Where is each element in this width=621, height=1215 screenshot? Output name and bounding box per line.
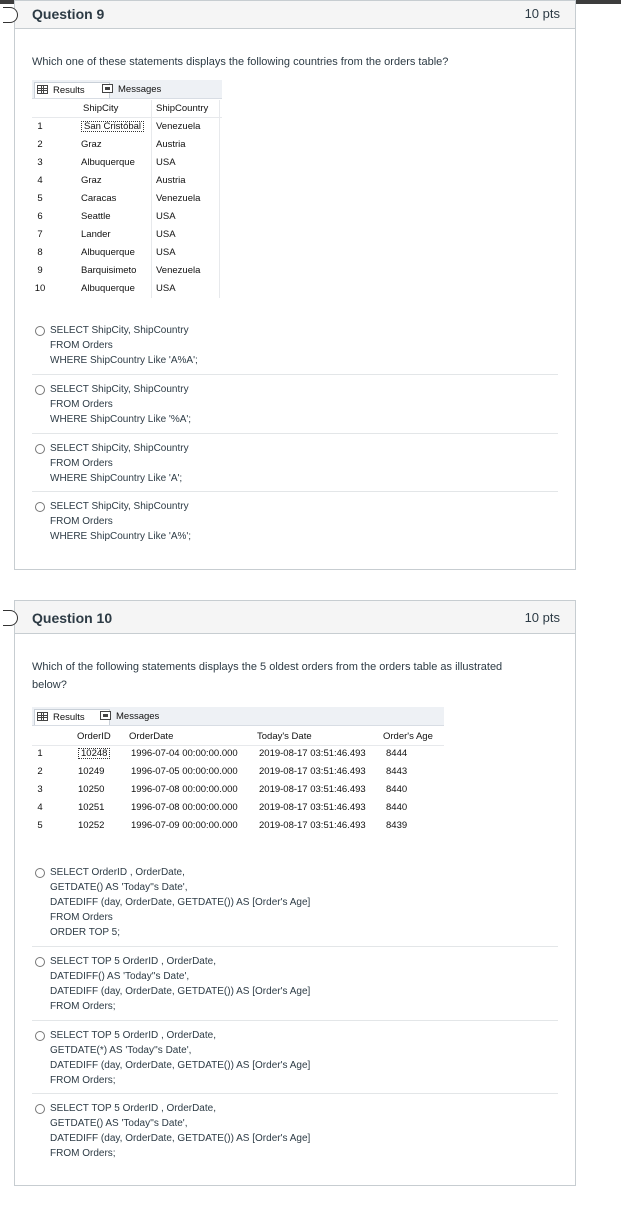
row-number: 1 bbox=[37, 121, 43, 132]
row-number: 10 bbox=[34, 283, 46, 294]
option-divider bbox=[32, 1020, 558, 1021]
table-cell[interactable]: 8444 bbox=[386, 748, 408, 759]
header-divider bbox=[32, 745, 444, 746]
column-header[interactable]: Order's Age bbox=[383, 731, 433, 742]
table-cell[interactable]: 1996-07-08 00:00:00.000 bbox=[131, 784, 238, 795]
table-cell[interactable]: 2019-08-17 03:51:46.493 bbox=[259, 784, 366, 795]
radio-button[interactable] bbox=[35, 868, 45, 878]
table-cell[interactable]: 8443 bbox=[386, 766, 408, 777]
table-cell[interactable]: Venezuela bbox=[156, 121, 201, 132]
results-grid bbox=[32, 80, 222, 300]
table-cell[interactable]: Austria bbox=[156, 139, 186, 150]
radio-button[interactable] bbox=[35, 957, 45, 967]
table-cell[interactable]: USA bbox=[156, 211, 176, 222]
question-title: Question 10 bbox=[32, 610, 113, 626]
row-number: 7 bbox=[37, 229, 43, 240]
question-10-header bbox=[15, 601, 575, 634]
table-cell[interactable]: 8440 bbox=[386, 784, 408, 795]
tab-messages-label: Messages bbox=[118, 84, 162, 95]
table-cell[interactable]: Barquisimeto bbox=[81, 265, 137, 276]
column-header[interactable]: Today's Date bbox=[257, 731, 312, 742]
row-number: 2 bbox=[37, 766, 43, 777]
grid-icon bbox=[37, 85, 48, 94]
option-divider bbox=[32, 491, 558, 492]
tab-messages[interactable] bbox=[100, 82, 198, 97]
tab-results-label: Results bbox=[53, 712, 85, 723]
question-points: 10 pts bbox=[524, 6, 560, 21]
table-cell[interactable]: 1996-07-05 00:00:00.000 bbox=[131, 766, 238, 777]
table-cell[interactable]: Venezuela bbox=[156, 265, 201, 276]
answer-option-text: SELECT ShipCity, ShipCountry FROM Orders WHERE ShipCountry Like 'A%A'; bbox=[50, 325, 198, 366]
radio-button[interactable] bbox=[35, 326, 45, 336]
table-cell[interactable]: USA bbox=[156, 157, 176, 168]
table-cell[interactable]: 2019-08-17 03:51:46.493 bbox=[259, 802, 366, 813]
row-number: 3 bbox=[37, 784, 43, 795]
table-cell[interactable]: Albuquerque bbox=[81, 157, 135, 168]
radio-button[interactable] bbox=[35, 444, 45, 454]
row-number: 1 bbox=[37, 748, 43, 759]
option-divider bbox=[32, 946, 558, 947]
column-divider bbox=[151, 100, 152, 298]
table-cell[interactable]: 1996-07-04 00:00:00.000 bbox=[131, 748, 238, 759]
table-cell[interactable]: USA bbox=[156, 229, 176, 240]
question-title: Question 9 bbox=[32, 6, 105, 22]
answer-option-text: SELECT ShipCity, ShipCountry FROM Orders WHERE ShipCountry Like '%A'; bbox=[50, 384, 192, 425]
row-number: 2 bbox=[37, 139, 43, 150]
answer-option-text: SELECT ShipCity, ShipCountry FROM Orders WHERE ShipCountry Like 'A%'; bbox=[50, 501, 192, 542]
table-cell[interactable]: USA bbox=[156, 247, 176, 258]
row-number: 4 bbox=[37, 802, 43, 813]
results-tabs bbox=[32, 707, 444, 726]
table-cell[interactable]: Seattle bbox=[81, 211, 111, 222]
tab-results-label: Results bbox=[53, 85, 85, 96]
table-cell[interactable]: Albuquerque bbox=[81, 283, 135, 294]
table-cell[interactable]: Austria bbox=[156, 175, 186, 186]
question-points: 10 pts bbox=[524, 610, 560, 625]
table-cell[interactable]: San Cristóbal bbox=[81, 121, 144, 132]
tab-messages[interactable] bbox=[98, 709, 196, 724]
table-cell[interactable]: 2019-08-17 03:51:46.493 bbox=[259, 748, 366, 759]
row-number: 6 bbox=[37, 211, 43, 222]
question-10-card bbox=[14, 600, 576, 1186]
question-marker-icon[interactable] bbox=[3, 610, 18, 626]
table-cell[interactable]: 1996-07-08 00:00:00.000 bbox=[131, 802, 238, 813]
table-cell[interactable]: 10249 bbox=[78, 766, 105, 777]
table-cell[interactable]: 1996-07-09 00:00:00.000 bbox=[131, 820, 238, 831]
table-cell[interactable]: USA bbox=[156, 283, 176, 294]
column-header[interactable]: ShipCity bbox=[83, 103, 119, 114]
column-header[interactable]: OrderID bbox=[77, 731, 111, 742]
table-cell[interactable]: Lander bbox=[81, 229, 111, 240]
row-number: 9 bbox=[37, 265, 43, 276]
column-header[interactable]: ShipCountry bbox=[156, 103, 209, 114]
messages-icon bbox=[100, 711, 111, 720]
table-cell[interactable]: 8439 bbox=[386, 820, 408, 831]
table-cell[interactable]: Venezuela bbox=[156, 193, 201, 204]
question-9-card bbox=[14, 0, 576, 570]
table-cell[interactable]: Caracas bbox=[81, 193, 117, 204]
header-divider bbox=[32, 117, 222, 118]
table-cell[interactable]: 2019-08-17 03:51:46.493 bbox=[259, 766, 366, 777]
option-divider bbox=[32, 1093, 558, 1094]
answer-option-text: SELECT TOP 5 OrderID , OrderDate, GETDATE() AS 'Today''s Date', DATEDIFF (day, OrderDate, GETDATE()) AS [Order's Age] FROM Orders; bbox=[50, 1103, 311, 1159]
table-cell[interactable]: 10248 bbox=[78, 748, 110, 759]
radio-button[interactable] bbox=[35, 1104, 45, 1114]
option-divider bbox=[32, 433, 558, 434]
answer-option-text: SELECT TOP 5 OrderID , OrderDate, DATEDIFF() AS 'Today''s Date', DATEDIFF (day, OrderDate, GETDATE()) AS [Order's Age] FROM Orders; bbox=[50, 956, 311, 1012]
radio-button[interactable] bbox=[35, 385, 45, 395]
row-number: 5 bbox=[37, 193, 43, 204]
radio-button[interactable] bbox=[35, 502, 45, 512]
table-cell[interactable]: 10250 bbox=[78, 784, 105, 795]
question-prompt bbox=[32, 658, 502, 694]
tab-results[interactable] bbox=[34, 82, 110, 98]
table-cell[interactable]: Graz bbox=[81, 139, 102, 150]
messages-icon bbox=[102, 84, 113, 93]
row-number: 8 bbox=[37, 247, 43, 258]
radio-button[interactable] bbox=[35, 1031, 45, 1041]
answer-option-text: SELECT OrderID , OrderDate, GETDATE() AS 'Today''s Date', DATEDIFF (day, OrderDate, GETDATE()) AS [Order's Age] FROM Orders ORDER TOP 5; bbox=[50, 867, 311, 938]
question-prompt: Which one of these statements displays the following countries from the orders table? bbox=[32, 56, 449, 68]
answer-option-text: SELECT TOP 5 OrderID , OrderDate, GETDATE(*) AS 'Today''s Date', DATEDIFF (day, OrderDate, GETDATE()) AS [Order's Age] FROM Orders; bbox=[50, 1030, 311, 1086]
results-grid bbox=[32, 707, 444, 837]
table-cell[interactable]: 8440 bbox=[386, 802, 408, 813]
row-number: 3 bbox=[37, 157, 43, 168]
table-cell[interactable]: 2019-08-17 03:51:46.493 bbox=[259, 820, 366, 831]
column-divider bbox=[219, 100, 220, 298]
question-9-header bbox=[15, 1, 575, 29]
row-number: 4 bbox=[37, 175, 43, 186]
table-cell[interactable]: 10251 bbox=[78, 802, 105, 813]
option-divider bbox=[32, 374, 558, 375]
answer-option-text: SELECT ShipCity, ShipCountry FROM Orders WHERE ShipCountry Like 'A'; bbox=[50, 443, 189, 484]
results-tabs bbox=[32, 80, 222, 99]
question-prompt-line-1: Which of the following statements displays the 5 oldest orders from the orders table as illustrated bbox=[32, 661, 503, 673]
table-cell[interactable]: 10252 bbox=[78, 820, 105, 831]
table-cell[interactable]: Albuquerque bbox=[81, 247, 135, 258]
column-header[interactable]: OrderDate bbox=[129, 731, 174, 742]
table-cell[interactable]: Graz bbox=[81, 175, 102, 186]
row-number: 5 bbox=[37, 820, 43, 831]
question-prompt-line-2: below? bbox=[32, 679, 67, 691]
question-marker-icon[interactable] bbox=[3, 7, 18, 23]
grid-icon bbox=[37, 712, 48, 721]
tab-messages-label: Messages bbox=[116, 711, 160, 722]
